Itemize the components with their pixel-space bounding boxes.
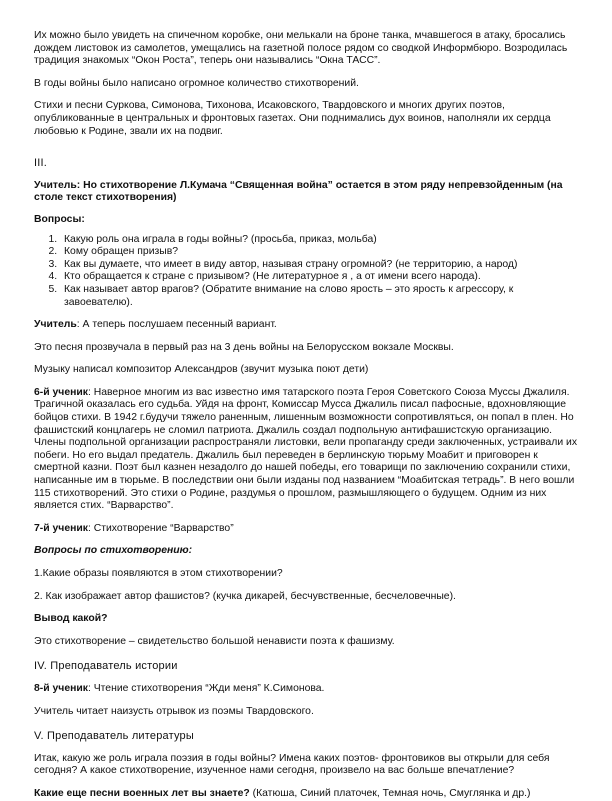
section-3-heading: III. — [34, 157, 48, 170]
final-questions: Итак, какую же роль играла поэзия в годы войны? Имена каких поэтов- фронтовиков вы открыли для себя сегодня? А какое стихотворение, изученное нами сегодня, произвело на вас больше впечатление? — [34, 752, 550, 777]
question-item: 3. Как вы думаете, что имеет в виду автор, называя страну огромной? (не территорию, а народ) — [60, 259, 582, 272]
student-8-label: 8-й ученик — [34, 682, 88, 694]
song-history: Это песня прозвучала в первый раз на 3 день войны на Белорусском вокзале Москвы. — [34, 341, 454, 353]
questions-list — [34, 234, 582, 310]
poem-question-1: 1.Какие образы появляются в этом стихотворении? — [34, 568, 283, 579]
question-item: 1. Какую роль она играла в годы войны? (просьба, приказ, мольба) — [60, 234, 582, 247]
student-8-text: : Чтение стихотворения “Жди меня” К.Симонова. — [87, 682, 325, 694]
section-4-heading: IV. Преподаватель истории — [34, 660, 178, 673]
songs-question — [34, 788, 582, 801]
teacher-line — [34, 319, 582, 332]
student-6-label: 6-й ученик — [34, 386, 88, 398]
student-8-line — [34, 683, 582, 696]
paragraph-posters: Их можно было увидеть на спичечном коробке, они мелькали на броне танка, мчавшегося в атаку, бросались дождем листовок из самолетов, умещались на газетной полосе рядом со сводкой Информбюро. Возродилась традиция знакомых “Окон Роста”, теперь они назывались “Окна ТАСС”. — [34, 30, 568, 67]
section-5-heading: V. Преподаватель литературы — [34, 730, 194, 743]
poem-question-2: 2. Как изображает автор фашистов? (кучка дикарей, бесчувственные, бесчеловечные). — [34, 590, 456, 602]
conclusion-text: Это стихотворение – свидетельство большой ненависти поэта к фашизму. — [34, 635, 395, 647]
question-item: 4. Кто обращается к стране с призывом? (Не литературное я , а от имени всего народа). — [60, 271, 582, 284]
paragraph-poets: Стихи и песни Суркова, Симонова, Тихонова, Исаковского, Твардовского и многих других поэтов, опубликованные в центральных и фронтовых газетах. Они поднимались дух воинов, наполняли их сердца любовью к Родине, звали их на подвиг. — [34, 100, 551, 137]
poem-questions-title: Вопросы по стихотворению: — [34, 545, 193, 557]
questions-title: Вопросы: — [34, 213, 85, 225]
conclusion-title: Вывод какой? — [34, 613, 108, 625]
question-item: 5. Как называет автор врагов? (Обратите внимание на слово ярость – это ярость к агрессору, к завоевателю). — [60, 284, 582, 309]
songs-question-label: Какие еще песни военных лет вы знаете? — [34, 787, 250, 799]
student-7-text: : Стихотворение “Варварство” — [87, 522, 234, 534]
teacher-text: : А теперь послушаем песенный вариант. — [76, 319, 277, 331]
student-6-text: : Наверное многим из вас известно имя татарского поэта Героя Советского Союза Муссы Джалиля. Трагичной оказалась его судьба. Уйдя на фронт, Комиссар Мусса Джалиль писал пафосные, вдохновляющие бойцов стихи. В 1942 г.будучи тяжело раненным, лишенным возможности сопротивляться, он попал в плен. Но фашистский концлагерь не сломил патриота. Джалиль создал подпольную антифашистскую организацию. Члены подпольной организации распространяли листовки, вели пропаганду среди заключенных, устраивали их побеги. Но его выдал предатель. Джалиль был переведен в берлинскую тюрьму Моабит и приговорен к смертной казни. Поэт был казнен незадолго до нашей победы, его товарищи по заключению сохранили стихи, написанные им в тюрьме. В последствии они были изданы под названием “Моабитская тетрадь”. В него вошли 115 стихотворений. Это стихи о Родине, раздумья о прошлом, размышляющего о будущем. Одним из них является стих. “Варварство”. — [34, 386, 578, 512]
student-6-speech — [34, 387, 582, 513]
song-music: Музыку написал композитор Александров (звучит музыка поют дети) — [34, 364, 369, 376]
songs-question-text: (Катюша, Синий платочек, Темная ночь, Смуглянка и др.) — [249, 787, 531, 799]
document-page — [34, 30, 582, 801]
teacher-label: Учитель — [34, 319, 77, 331]
teacher-reads: Учитель читает наизусть отрывок из поэмы Твардовского. — [34, 705, 314, 717]
student-7-label: 7-й ученик — [34, 522, 88, 534]
paragraph-poems-count: В годы войны было написано огромное количество стихотворений. — [34, 77, 359, 89]
student-7-line — [34, 523, 582, 536]
teacher-intro: Учитель: Но стихотворение Л.Кумача “Священная война” остается в этом ряду непревзойденным (на столе текст стихотворения) — [34, 179, 563, 204]
question-item: 2. Кому обращен призыв? — [60, 246, 582, 259]
